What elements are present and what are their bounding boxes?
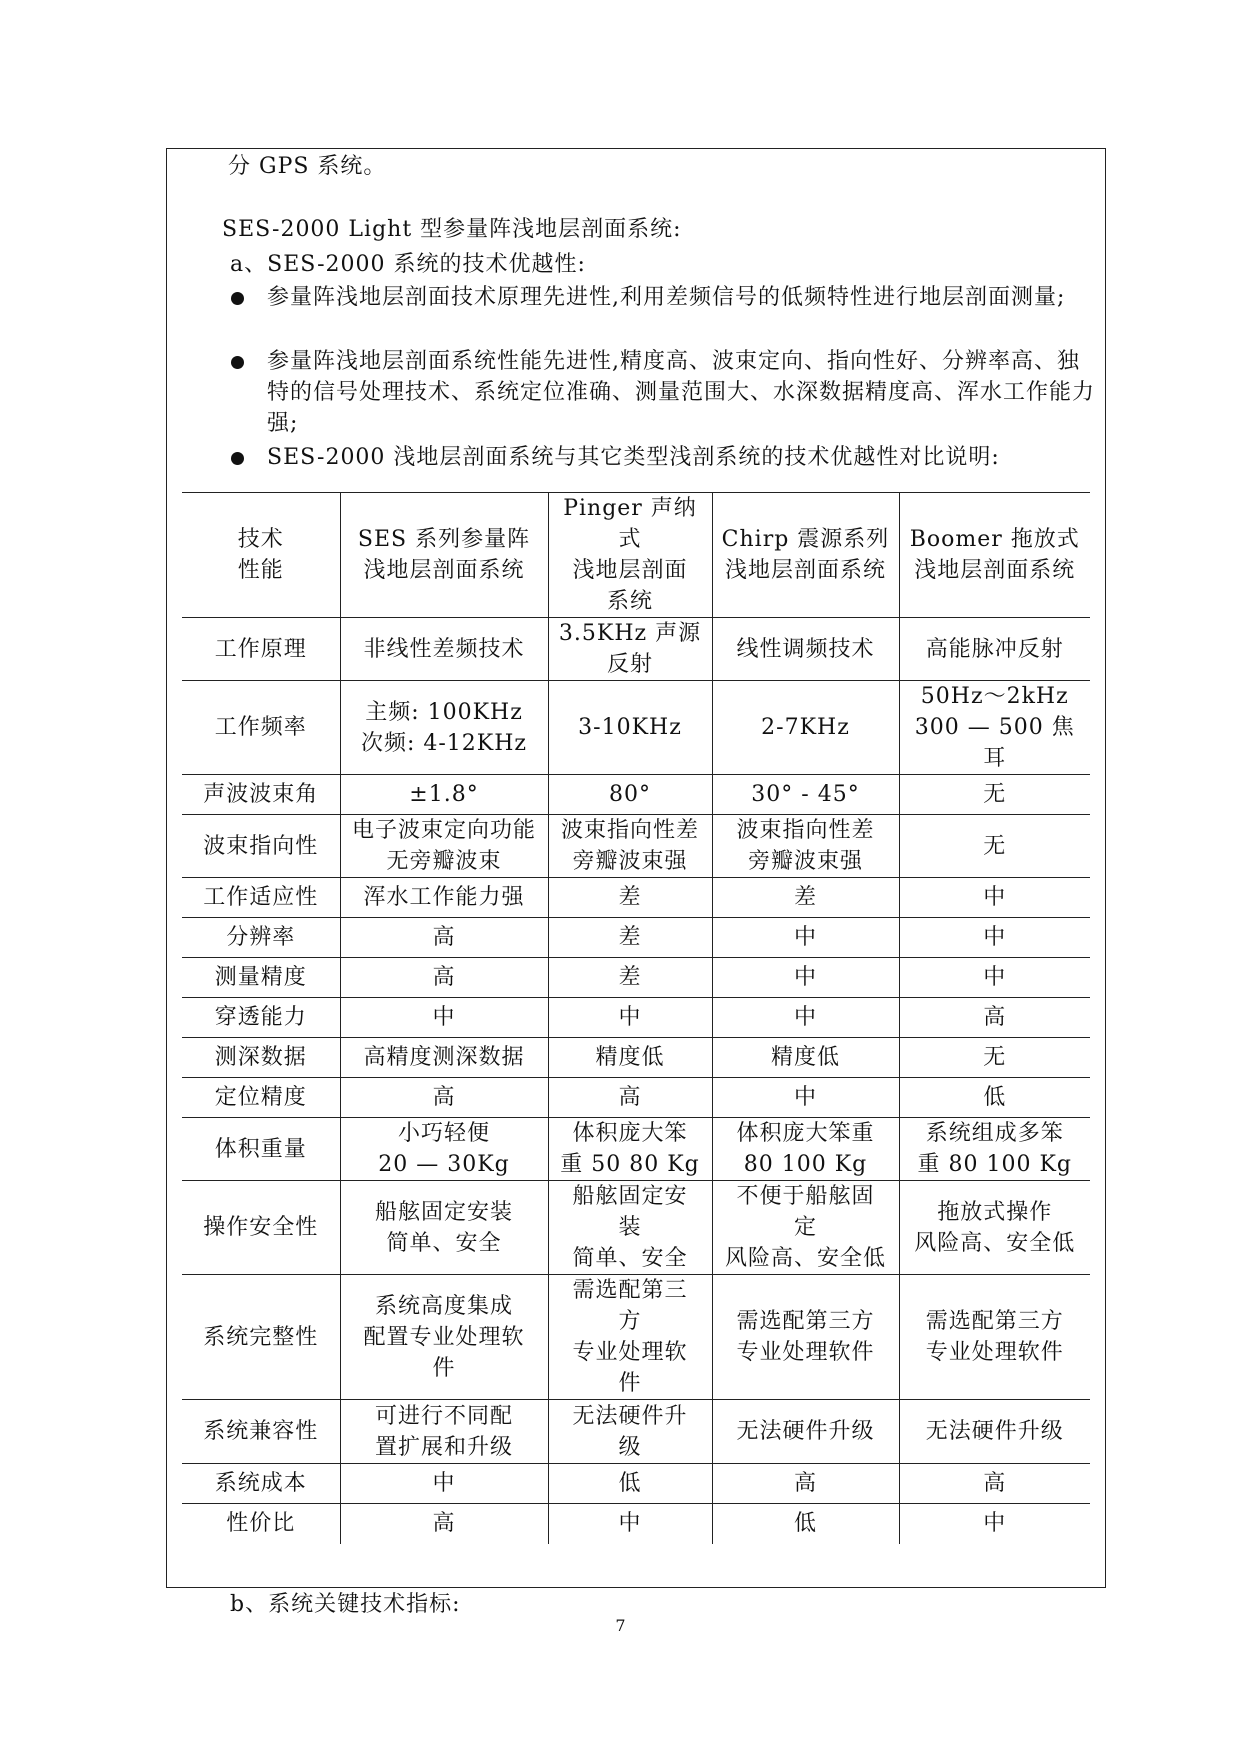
table-cell: 高 [340, 1504, 548, 1544]
bullet-dot [231, 356, 244, 369]
intro-line: 分 GPS 系统。 [228, 154, 387, 179]
table-cell: 中 [712, 1078, 899, 1118]
table-cell: 无法硬件升级 [712, 1400, 899, 1464]
table-cell: ±1.8° [340, 775, 548, 815]
table-cell: 中 [899, 1504, 1090, 1544]
table-cell: 系统高度集成 配置专业处理软 件 [340, 1275, 548, 1400]
table-header-row [182, 493, 1090, 618]
table-row [182, 681, 1090, 775]
table-row-label: 系统兼容性 [182, 1400, 340, 1464]
table-row [182, 1078, 1090, 1118]
table-cell: 无法硬件升 级 [548, 1400, 712, 1464]
table-cell: 高 [340, 918, 548, 958]
bullet-text: 参量阵浅地层剖面技术原理先进性,利用差频信号的低频特性进行地层剖面测量; [267, 285, 1066, 310]
bullet-dot [231, 452, 244, 465]
bullet-text: 参量阵浅地层剖面系统性能先进性,精度高、波束定向、指向性好、分辨率高、独特的信号处理技术、系统定位准确、测量范围大、水深数据精度高、浑水工作能力强; [267, 349, 1096, 436]
table-cell: 中 [899, 958, 1090, 998]
table-cell: 高 [548, 1078, 712, 1118]
table-row [182, 1464, 1090, 1504]
table-cell: 精度低 [712, 1038, 899, 1078]
table-cell: 高 [340, 1078, 548, 1118]
subsection-b: b、系统关键技术指标: [230, 1592, 461, 1617]
table-cell: 2-7KHz [712, 681, 899, 775]
table-cell: 高精度测深数据 [340, 1038, 548, 1078]
table-row-label: 工作频率 [182, 681, 340, 775]
table-row [182, 1504, 1090, 1544]
table-cell: 非线性差频技术 [340, 618, 548, 681]
table-cell: 高 [899, 1464, 1090, 1504]
table-row-label: 波束指向性 [182, 815, 340, 878]
table-cell: 线性调频技术 [712, 618, 899, 681]
table-header-cell: 技术 性能 [182, 493, 340, 618]
table-cell: 中 [899, 918, 1090, 958]
table-cell: 中 [712, 958, 899, 998]
table-cell: 低 [899, 1078, 1090, 1118]
table-row [182, 815, 1090, 878]
table-row [182, 1400, 1090, 1464]
table-cell: 差 [712, 878, 899, 918]
table-cell: 不便于船舷固 定 风险高、安全低 [712, 1181, 899, 1275]
table-cell: 系统组成多笨 重 80 100 Kg [899, 1118, 1090, 1181]
table-cell: 中 [340, 1464, 548, 1504]
table-cell: 中 [712, 998, 899, 1038]
table-row-label: 分辨率 [182, 918, 340, 958]
table-row-label: 穿透能力 [182, 998, 340, 1038]
table-row-label: 工作原理 [182, 618, 340, 681]
table-row [182, 1118, 1090, 1181]
table-row-label: 声波波束角 [182, 775, 340, 815]
table-header-cell: Chirp 震源系列 浅地层剖面系统 [712, 493, 899, 618]
table-cell: 30° - 45° [712, 775, 899, 815]
section-heading: SES-2000 Light 型参量阵浅地层剖面系统: [222, 217, 682, 242]
table-cell: 无 [899, 1038, 1090, 1078]
table-row [182, 878, 1090, 918]
table-cell: 波束指向性差 旁瓣波束强 [712, 815, 899, 878]
table-cell: 船舷固定安 装 简单、安全 [548, 1181, 712, 1275]
table-cell: 船舷固定安装 简单、安全 [340, 1181, 548, 1275]
table-row-label: 系统完整性 [182, 1275, 340, 1400]
table-cell: 体积庞大笨重 80 100 Kg [712, 1118, 899, 1181]
table-header-cell: SES 系列参量阵 浅地层剖面系统 [340, 493, 548, 618]
table-cell: 中 [712, 918, 899, 958]
table-cell: 体积庞大笨 重 50 80 Kg [548, 1118, 712, 1181]
table-cell: 中 [340, 998, 548, 1038]
table-row [182, 775, 1090, 815]
table-row-label: 操作安全性 [182, 1181, 340, 1275]
table-cell: 高 [712, 1464, 899, 1504]
table-row [182, 618, 1090, 681]
table-cell: 电子波束定向功能 无旁瓣波束 [340, 815, 548, 878]
table-cell: 80° [548, 775, 712, 815]
table-cell: 高 [340, 958, 548, 998]
table-header-cell: Boomer 拖放式 浅地层剖面系统 [899, 493, 1090, 618]
table-row [182, 918, 1090, 958]
table-cell: 需选配第三方 专业处理软件 [712, 1275, 899, 1400]
table-cell: 高 [899, 998, 1090, 1038]
table-row-label: 定位精度 [182, 1078, 340, 1118]
table-cell: 差 [548, 878, 712, 918]
table-row-label: 测量精度 [182, 958, 340, 998]
bullet-dot [231, 292, 244, 305]
table-cell: 精度低 [548, 1038, 712, 1078]
bullet-text: SES-2000 浅地层剖面系统与其它类型浅剖系统的技术优越性对比说明: [267, 445, 1000, 470]
subsection-a: a、SES-2000 系统的技术优越性: [230, 252, 586, 277]
table-row-label: 工作适应性 [182, 878, 340, 918]
table-cell: 差 [548, 918, 712, 958]
table-cell: 浑水工作能力强 [340, 878, 548, 918]
table-row-label: 性价比 [182, 1504, 340, 1544]
table-cell: 无 [899, 775, 1090, 815]
table-cell: 中 [548, 1504, 712, 1544]
table-row [182, 1038, 1090, 1078]
page-number: 7 [615, 1616, 626, 1635]
table-row [182, 1181, 1090, 1275]
table-cell: 3-10KHz [548, 681, 712, 775]
table-cell: 低 [548, 1464, 712, 1504]
table-cell: 需选配第三方 专业处理软件 [899, 1275, 1090, 1400]
table-cell: 中 [548, 998, 712, 1038]
comparison-table [182, 492, 1090, 1544]
table-row [182, 1275, 1090, 1400]
table-cell: 高能脉冲反射 [899, 618, 1090, 681]
table-row [182, 998, 1090, 1038]
table-cell: 可进行不同配 置扩展和升级 [340, 1400, 548, 1464]
table-row-label: 系统成本 [182, 1464, 340, 1504]
table-row-label: 体积重量 [182, 1118, 340, 1181]
table-cell: 小巧轻便 20 — 30Kg [340, 1118, 548, 1181]
table-header-cell: Pinger 声纳式 浅地层剖面 系统 [548, 493, 712, 618]
table-row-label: 测深数据 [182, 1038, 340, 1078]
table-cell: 无法硬件升级 [899, 1400, 1090, 1464]
table-cell: 差 [548, 958, 712, 998]
table-row [182, 958, 1090, 998]
table-cell: 需选配第三 方 专业处理软 件 [548, 1275, 712, 1400]
table-cell: 3.5KHz 声源 反射 [548, 618, 712, 681]
table-cell: 拖放式操作 风险高、安全低 [899, 1181, 1090, 1275]
table-cell: 主频: 100KHz 次频: 4-12KHz [340, 681, 548, 775]
table-cell: 无 [899, 815, 1090, 878]
table-cell: 波束指向性差 旁瓣波束强 [548, 815, 712, 878]
table-cell: 低 [712, 1504, 899, 1544]
table-cell: 50Hz～2kHz 300 — 500 焦耳 [899, 681, 1090, 775]
table-cell: 中 [899, 878, 1090, 918]
